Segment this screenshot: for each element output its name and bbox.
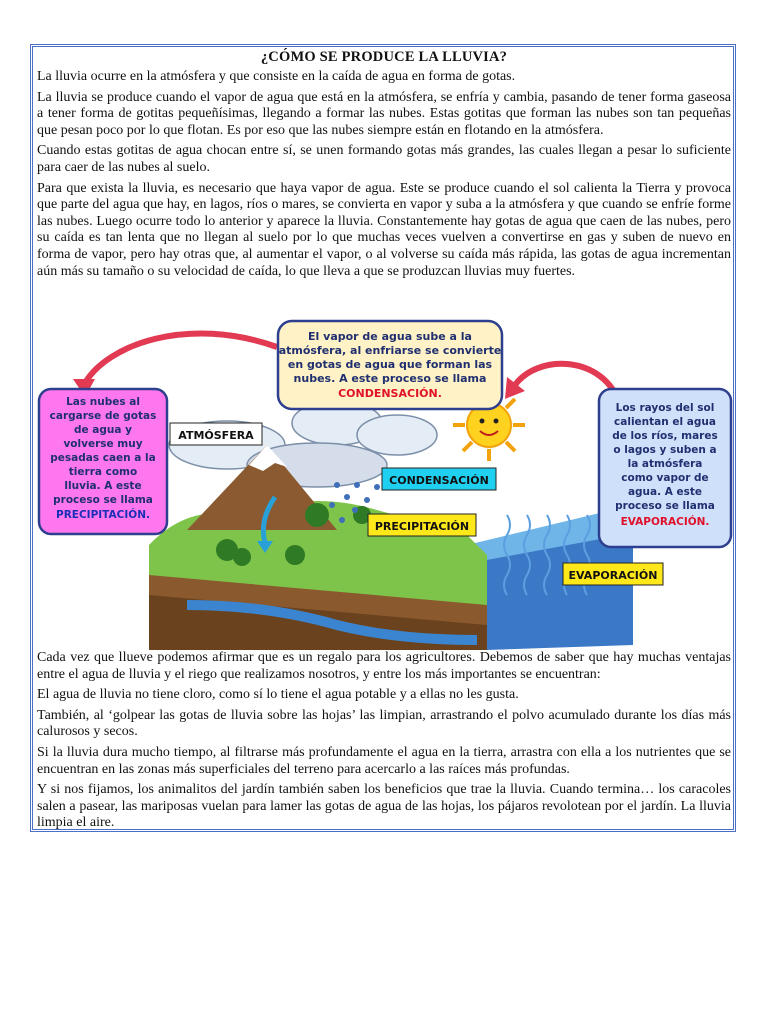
callout-line: atmósfera, al enfriarse se convierte — [278, 344, 502, 357]
svg-text:PRECIPITACIÓN: PRECIPITACIÓN — [374, 520, 470, 533]
callout-line: volverse muy — [63, 438, 143, 450]
callout-line: la atmósfera — [627, 458, 703, 470]
paragraph: La lluvia ocurre en la atmósfera y que consiste en la caída de agua en forma de gotas. — [37, 69, 516, 84]
paragraph: Si la lluvia dura mucho tiempo, al filtrarse más profundamente el agua en la tierra, arrastra con ella a los nutrientes que se encuentran en las zonas más superficiales del terreno para acercarlo a las raíces más profundas. — [37, 744, 731, 777]
callout-line: tierra como — [68, 466, 138, 478]
atmosfera-label — [170, 423, 262, 445]
paragraph: Cuando estas gotitas de agua chocan entre sí, se unen formando gotas más grandes, las cuales llegan a pesar lo suficiente para caer de las nubes al suelo. — [37, 143, 731, 175]
callout-line: como vapor de — [621, 472, 709, 484]
water-cycle-diagram — [37, 305, 733, 650]
paragraph: Y si nos fijamos, los animalitos del jardín también saben los beneficios que trae la lluvia. Cuando termina… los caracoles salen a pasear, las mariposas vuelan para lamer las gotas de agua de las hojas, los pájaros revolotean por el jardín. La lluvia limpia el aire. — [37, 782, 731, 831]
svg-text:ATMÓSFERA: ATMÓSFERA — [178, 429, 254, 442]
callout-line: o lagos y suben a — [613, 444, 717, 456]
callout-line: pesadas caen a la — [50, 452, 156, 464]
paragraph: El agua de lluvia no tiene cloro, como sí lo tiene el agua potable y a ellas no les gusta. — [37, 687, 519, 703]
callout-line: El vapor de agua sube a la — [308, 330, 472, 343]
callout-line: agua. A este — [627, 486, 703, 498]
callout-keyword: EVAPORACIÓN. — [620, 516, 710, 528]
precipitacion-label — [368, 514, 476, 536]
callout-line: Los rayos del sol — [615, 402, 715, 414]
callout-keyword: CONDENSACIÓN. — [338, 387, 442, 400]
callout-keyword: PRECIPITACIÓN. — [56, 509, 150, 521]
callout-line: lluvia. A este — [64, 480, 142, 492]
callout-line: cargarse de gotas — [49, 410, 157, 422]
callout-line: Las nubes al — [66, 396, 140, 408]
text-bottom — [37, 650, 731, 836]
callout-line: proceso se llama — [615, 500, 715, 512]
condensacion-label — [382, 468, 496, 490]
callout-line: calientan el agua — [614, 416, 716, 428]
evaporation-callout — [599, 389, 731, 547]
evaporacion-label — [563, 563, 663, 585]
page-title: ¿CÓMO SE PRODUCE LA LLUVIA? — [260, 49, 508, 65]
callout-line: nubes. A este proceso se llama — [293, 372, 487, 385]
svg-text:EVAPORACIÓN: EVAPORACIÓN — [568, 569, 658, 582]
svg-text:CONDENSACIÓN: CONDENSACIÓN — [389, 474, 489, 487]
callout-line: proceso se llama — [53, 494, 153, 506]
paragraph: Para que exista la lluvia, es necesario que haya vapor de agua. Este se produce cuando el sol calienta la Tierra y provoca que parte del agua que hay, en lagos, ríos o mares, se convierta en vapor y suba a la atmósfera y que cuando se enfríe forme las nubes. Luego ocurre todo lo anterior y aparece la lluvia. Constantemente hay gotas de agua que caen de las nubes, pero su caída es tan lenta que no llegan al suelo por lo que muchas veces vuelven a convertirse en gas y suben de nuevo en forma de vapor, pero hay otras que, al aumentar el vapor, o al volverse su caída más rápida, las gotas de agua incrementan aún más su tamaño o su velocidad de caída, lo que lleva a que se produzcan lluvias muy fuertes. — [37, 180, 731, 279]
callout-line: en gotas de agua que forman las — [287, 358, 493, 371]
paragraph: También, al ‘golpear las gotas de lluvia sobre las hojas’ las limpian, arrastrando el polvo acumulado durante los días más calurosos y secos. — [37, 707, 731, 740]
condensation-callout — [278, 321, 502, 409]
precipitation-callout — [39, 389, 167, 534]
paragraph: La lluvia se produce cuando el vapor de agua que está en la atmósfera, se enfría y cambia, pasando de tener forma gaseosa a tener forma de gotitas pequeñísimas, llegando a formar las nubes. Estas gotitas que forman las nubes son tan pequeñas que pesan poco por lo que flotan. Es por eso que las nubes siempre están en flotando en la atmósfera. — [37, 89, 731, 138]
paragraph: Cada vez que llueve podemos afirmar que es un regalo para los agricultores. Debemos de saber que hay muchas ventajas entre el agua de lluvia y el riego que realizamos nosotros, y entre los más importantes se encuentran: — [37, 650, 731, 682]
callout-line: de agua y — [74, 424, 132, 436]
text-top — [37, 49, 731, 284]
callout-line: de los ríos, mares — [612, 430, 718, 442]
